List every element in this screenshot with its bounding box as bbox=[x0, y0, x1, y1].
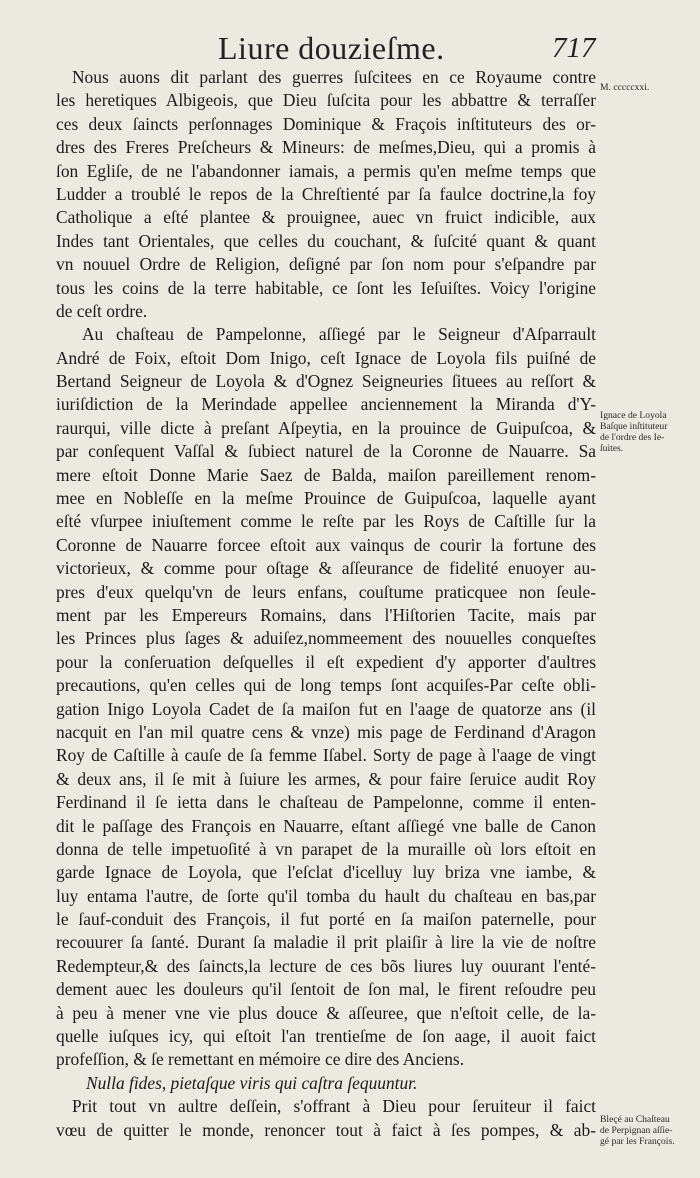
text-line: donna de telle impetuoſité à vn parapet de la muraille où lors eſtoit en bbox=[56, 838, 596, 859]
text-line: quelle iuſques icy, qui eſtoit l'an trentieſme de ſon aage, il auoit faict bbox=[56, 1026, 596, 1047]
text-line: Indes tant Orientales, que celles du couchant, & ſuſcité quant & quant bbox=[56, 230, 596, 251]
text-line: les heretiques Albigeois, que Dieu ſuſcita pour les abbattre & terraſſer bbox=[56, 90, 596, 111]
text-line: Prit tout vn aultre deſſein, s'offrant à Dieu pour ſeruiteur il faict bbox=[72, 1096, 596, 1117]
text-line: & deux ans, il ſe mit à ſuiure les armes, & pour faire ſeruice audit Roy bbox=[56, 768, 596, 789]
text-line: Ludder a troublé le repos de la Chreſtienté par ſa faulce doctrine,la foy bbox=[56, 183, 596, 204]
margin-note-line: Baſque inſtituteur bbox=[600, 421, 668, 432]
text-line: vœu de quitter le monde, renoncer tout à faict à ſes pompes, & ab- bbox=[56, 1119, 596, 1140]
margin-note-line: de Perpignan aſſie- bbox=[600, 1125, 673, 1136]
text-line: le ſauf-conduit des François, il fut porté en ſa maiſon paternelle, pour bbox=[56, 909, 596, 930]
text-line: luy entama l'autre, de ſorte qu'il tomba du hault du chaſteau en bas,par bbox=[56, 885, 596, 906]
text-line: ment par les Empereurs Romains, dans l'Hiſtorien Tacite, mais par bbox=[56, 604, 596, 625]
text-line: recouurer ſa ſanté. Durant ſa maladie il prit plaiſir à lire la vie de noſtre bbox=[56, 932, 596, 953]
margin-note-blesse bbox=[600, 1114, 696, 1147]
text-line: garde Ignace de Loyola, que l'eſclat d'icelluy luy briza vne iambe, & bbox=[56, 862, 596, 883]
text-line: Redempteur,& des ſaincts,la lecture de ces bõs liures luy ouurant l'enté- bbox=[56, 955, 596, 976]
text-line: nacquit en l'an mil quatre cens & vnze) mis page de Ferdinand d'Aragon bbox=[56, 721, 596, 742]
text-line: à peu à mener vne vie plus douce & aſſeuree, que n'eſtoit celle, de la- bbox=[56, 1002, 596, 1023]
latin-quotation: Nulla fides, pietaſque viris qui caſtra ſequuntur. bbox=[86, 1072, 418, 1093]
text-line: Bertand Seigneur de Loyola & d'Ognez Seigneuries ſituees au reſſort & bbox=[56, 371, 596, 392]
text-line: les Princes plus ſages & aduiſez,nommeement des nouuelles conqueſtes bbox=[56, 628, 596, 649]
text-line: precautions, qu'en celles qui de long temps ſont acquiſes-Par ceſte obli- bbox=[56, 675, 596, 696]
text-line: Au chaſteau de Pampelonne, aſſiegé par le Seigneur d'Aſparrault bbox=[82, 324, 596, 345]
text-line: de ceſt ordre. bbox=[56, 300, 148, 321]
text-line: vn nouuel Ordre de Religion, deſigné par ſon nom pour s'eſpandre par bbox=[56, 254, 596, 275]
margin-note-line: Ignace de Loyola bbox=[600, 410, 667, 421]
text-line: ces deux ſaincts perſonnages Dominique & Fraçois inſtituteurs des or- bbox=[56, 113, 596, 134]
text-line: Ferdinand il ſe ietta dans le chaſteau de Pampelonne, comme il enten- bbox=[56, 792, 596, 813]
text-line: Roy de Caſtille à cauſe de ſa femme Iſabel. Sorty de page à l'aage de vingt bbox=[56, 745, 596, 766]
text-line: profeſſion, & ſe remettant en mémoire ce dire des Anciens. bbox=[56, 1049, 465, 1070]
text-line: pour la conſeruation deſquelles il eſt expedient d'y apporter d'aultres bbox=[56, 651, 596, 672]
text-line: victorieux, & comme pour oſtage & aſſeurance de fidelité enuoyer au- bbox=[56, 558, 596, 579]
text-line: Coronne de Nauarre forcee eſtoit aux vainqus de courir la fortune des bbox=[56, 534, 596, 555]
text-line: dit le paſſage des François en Nauarre, eſtant aſſiegé vne balle de Canon bbox=[56, 815, 596, 836]
text-line: gation Inigo Loyola Cadet de ſa maiſon fut en l'aage de quatorze ans (il bbox=[56, 698, 596, 719]
text-line: tous les coins de la terre habitable, ce ſont les Ieſuiſtes. Voicy l'origine bbox=[56, 277, 596, 298]
margin-note-year bbox=[600, 82, 696, 93]
page-number: 717 bbox=[552, 32, 596, 64]
text-line: ſon Egliſe, de ne l'abandonner iamais, a permis qu'en meſme temps que bbox=[56, 160, 596, 181]
margin-note-ignace bbox=[600, 410, 696, 454]
text-line: par conſequent Vaſſal & ſubiect naturel de la Coronne de Nauarre. Sa bbox=[56, 441, 596, 462]
text-line: dement auec les douleurs qu'il ſentoit de ſon mal, le firent reſoudre peu bbox=[56, 979, 596, 1000]
text-line: Nous auons dit parlant des guerres ſuſcitees en ce Royaume contre bbox=[72, 67, 596, 87]
text-line: raurqui, ville dicte à preſant Aſpeytia, en la prouince de Guipuſcoa, & bbox=[56, 417, 596, 438]
text-line: eſté vſurpee iniuſtement comme le reſte par les Roys de Caſtille ſur la bbox=[56, 511, 596, 532]
running-head: Liure douzieſme. bbox=[218, 30, 445, 66]
text-line: pres d'eux quelqu'vn de leurs enfans, couſtume praticquee non ſeule- bbox=[56, 581, 596, 602]
margin-note-line: gé par les François. bbox=[600, 1136, 675, 1147]
margin-note-line: ſuites. bbox=[600, 443, 624, 454]
margin-note-line: de l'ordre des Ie- bbox=[600, 432, 665, 443]
text-line: iuriſdiction de la Merindade appellee anciennement la Miranda d'Y- bbox=[56, 394, 596, 415]
text-line: mere eſtoit Donne Marie Saez de Balda, maiſon pareillement renom- bbox=[56, 464, 596, 485]
text-line: Catholique a eſté plantee & prouignee, auec vn fruict indicible, aux bbox=[56, 207, 596, 228]
text-line: dres des Freres Preſcheurs & Mineurs: de meſmes,Dieu, qui a promis à bbox=[56, 137, 596, 158]
margin-note-line: M. cccccxxi. bbox=[600, 82, 650, 93]
text-line: mee en Nobleſſe en la meſme Prouince de Guipuſcoa, laquelle ayant bbox=[56, 488, 596, 509]
margin-note-line: Bleçé au Chaſteau bbox=[600, 1114, 670, 1125]
text-line: André de Foix, eſtoit Dom Inigo, ceſt Ignace de Loyola fils puiſné de bbox=[56, 347, 596, 368]
body-text bbox=[56, 66, 596, 1142]
